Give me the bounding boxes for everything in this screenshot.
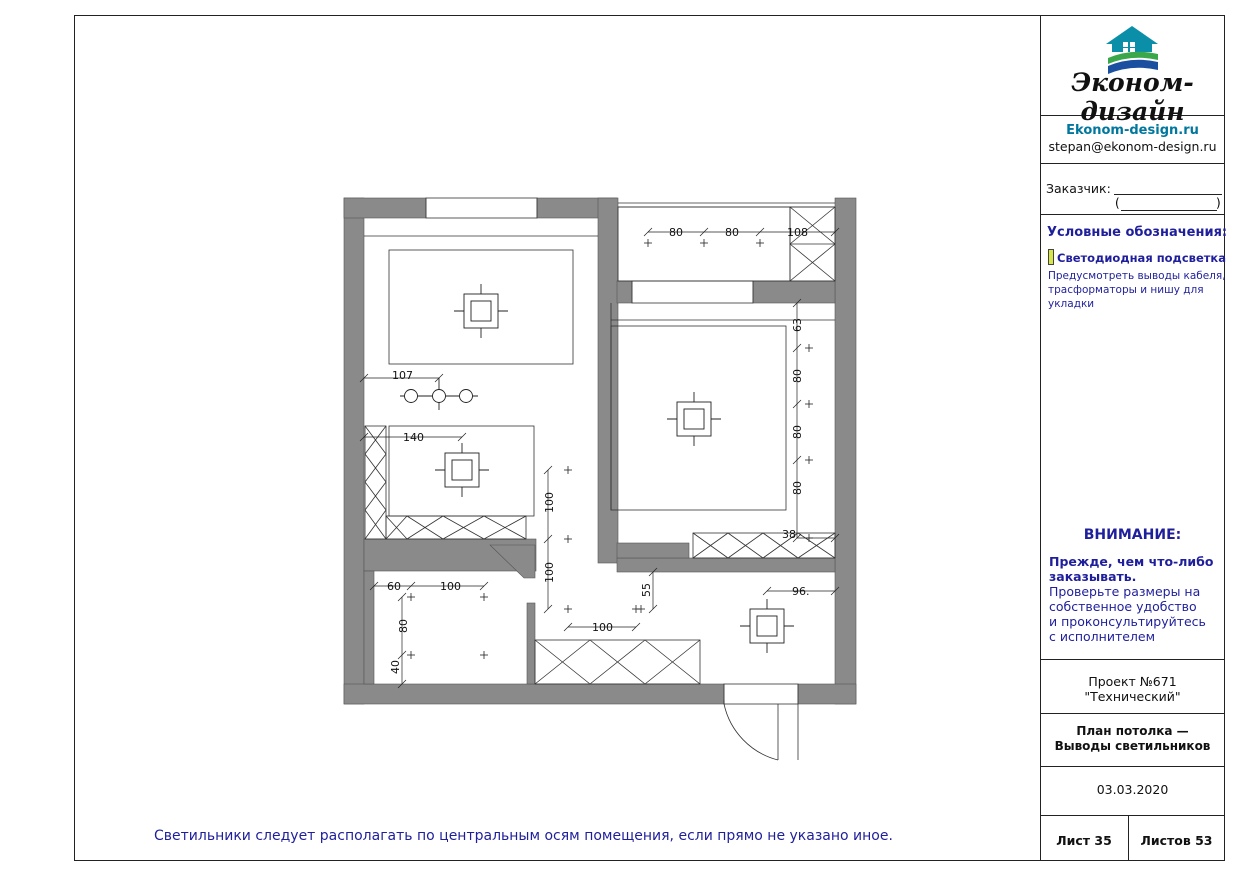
dimension-label: 100 (543, 562, 556, 583)
sheet-number: Лист 35 (1056, 833, 1112, 848)
dimension-label: 80 (397, 619, 410, 633)
website-link[interactable]: Ekonom-design.ru (1066, 123, 1199, 138)
customer-label: Заказчик: (1046, 181, 1111, 196)
led-swatch-icon (1048, 249, 1054, 265)
dimension-label: 100 (592, 621, 613, 634)
title-block-divider (1040, 659, 1225, 660)
spot-light-icon (700, 239, 708, 247)
customer-name-line (1114, 194, 1222, 195)
spot-light-icon (805, 344, 813, 352)
warning-title: ВНИМАНИЕ: (1083, 527, 1182, 543)
legend-note-line: трасформаторы и нишу для (1048, 284, 1204, 296)
warning-text (1049, 584, 1206, 644)
dimension-label: 96. (792, 585, 810, 598)
square-ceiling-light-icon (435, 443, 489, 497)
spot-light-icon (480, 651, 488, 659)
spot-light-icon (805, 456, 813, 464)
legend-note-line: укладки (1048, 298, 1095, 310)
spot-light-icon (756, 239, 764, 247)
dimension-label: 80 (791, 369, 804, 383)
ceiling-light-fixtures (400, 284, 794, 653)
title-block-divider (1040, 766, 1225, 767)
legend-note-line: Предусмотреть выводы кабеля, (1048, 270, 1226, 282)
square-ceiling-light-icon (740, 599, 794, 653)
square-ceiling-light-icon (454, 284, 508, 338)
spot-light-icon (480, 593, 488, 601)
customer-paren-open: ( (1115, 196, 1120, 210)
footer-note: Светильники следует располагать по центральным осям помещения, если прямо не указано иное. (154, 828, 893, 844)
warning-text-line: Проверьте размеры на (1049, 584, 1201, 599)
project-number: Проект №671 (1088, 674, 1177, 689)
dimension-label: 140 (403, 431, 424, 444)
sheet-date: 03.03.2020 (1096, 782, 1169, 797)
dimension-label: 80 (791, 481, 804, 495)
dimension-label: 107 (392, 369, 413, 382)
dimension-label: 80 (669, 226, 683, 239)
dimension-label: 100 (440, 580, 461, 593)
legend-title: Условные обозначения: (1047, 225, 1228, 240)
dimension-label: 55 (640, 583, 653, 597)
dimension-label: 63 (791, 318, 804, 332)
title-block-divider (1040, 713, 1225, 714)
pendant-light-icon (400, 378, 478, 410)
brand-logo-text: Эконом-дизайн (1071, 68, 1194, 126)
spot-light-icon (637, 605, 645, 613)
warning-bold-line: заказывать. (1049, 569, 1137, 584)
dimension-label: 80 (725, 226, 739, 239)
dimension-label: 40 (389, 660, 402, 674)
warning-bold (1049, 554, 1213, 584)
warning-text-line: с исполнителем (1049, 629, 1156, 644)
spot-light-icon (407, 593, 415, 601)
dimension-label: 100 (543, 492, 556, 513)
title-block-divider (1040, 163, 1225, 164)
project-name: "Технический" (1084, 689, 1181, 704)
warning-text-line: и проконсультируйтесь (1049, 614, 1206, 629)
spot-light-icon (644, 239, 652, 247)
square-ceiling-light-icon (667, 392, 721, 446)
warning-bold-line: Прежде, чем что-либо (1049, 554, 1214, 569)
sheet-title-line1: План потолка — (1076, 724, 1189, 738)
email-link[interactable]: stepan@ekonom-design.ru (1048, 139, 1217, 154)
title-block-divider (1040, 214, 1225, 215)
customer-phone-line (1121, 210, 1217, 211)
title-block-divider (1040, 815, 1225, 816)
dimension-label: 80 (791, 425, 804, 439)
dimension-label: 108 (787, 226, 808, 239)
spot-light-icon (564, 605, 572, 613)
warning-text-line: собственное удобство (1049, 599, 1197, 614)
dimension-label: 60 (387, 580, 401, 593)
legend-led-note (1048, 269, 1226, 311)
spot-light-icon (407, 651, 415, 659)
legend-led-label: Светодиодная подсветка (1057, 251, 1226, 265)
sheet-title-line2: Выводы светильников (1054, 739, 1211, 753)
spot-light-icon (805, 400, 813, 408)
sheets-total: Листов 53 (1140, 833, 1213, 848)
spot-light-icon (564, 535, 572, 543)
dimension-label: 38 (782, 528, 796, 541)
customer-paren-close: ) (1216, 196, 1221, 210)
spot-light-icon (564, 466, 572, 474)
